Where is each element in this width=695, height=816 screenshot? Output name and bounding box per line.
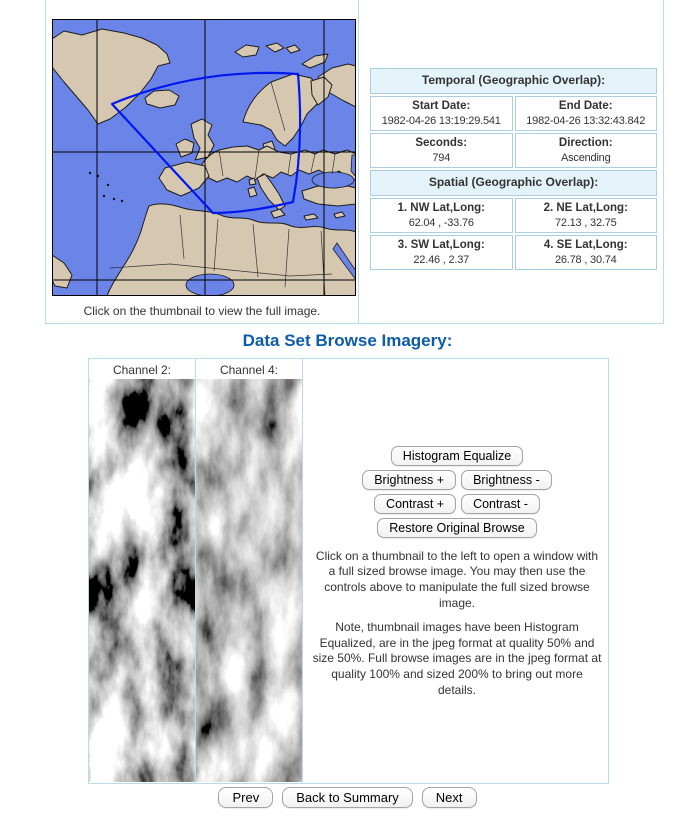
table-row [370, 96, 657, 131]
channel-4-thumbnail[interactable] [196, 379, 302, 782]
spatial-header: Spatial (Geographic Overlap): [370, 170, 657, 196]
histogram-equalize-button[interactable]: Histogram Equalize [391, 446, 523, 466]
se-value: 26.78 , 30.74 [554, 253, 617, 266]
start-date-label: Start Date: [412, 99, 471, 112]
nw-label: 1. NW Lat,Long: [397, 201, 485, 214]
metadata-zone [360, 0, 663, 323]
nw-corner-cell [370, 198, 513, 233]
channel-2-thumbnail[interactable] [89, 379, 195, 782]
sw-label: 3. SW Lat,Long: [397, 238, 485, 251]
table-row [370, 198, 657, 233]
brightness-minus-button[interactable]: Brightness - [461, 470, 552, 490]
ne-corner-cell [515, 198, 658, 233]
geo-overlap-panel [45, 0, 664, 324]
temporal-header: Temporal (Geographic Overlap): [370, 68, 657, 94]
restore-original-browse-button[interactable]: Restore Original Browse [377, 518, 536, 538]
coverage-map-thumbnail[interactable] [52, 19, 356, 296]
se-corner-cell [515, 235, 658, 270]
end-date-label: End Date: [558, 99, 613, 112]
end-date-value: 1982-04-26 13:32:43.842 [526, 114, 646, 127]
brightness-plus-button[interactable]: Brightness + [362, 470, 456, 490]
start-date-value: 1982-04-26 13:19:29.541 [381, 114, 501, 127]
next-button[interactable]: Next [422, 787, 477, 808]
sw-corner-cell [370, 235, 513, 270]
direction-label: Direction: [558, 136, 613, 149]
prev-button[interactable]: Prev [218, 787, 273, 808]
table-row [370, 235, 657, 270]
se-label: 4. SE Lat,Long: [543, 238, 628, 251]
pagination-nav [0, 787, 695, 808]
end-date-cell [515, 96, 658, 131]
channel-2-label: Channel 2: [112, 363, 172, 377]
direction-cell [515, 133, 658, 168]
coverage-map-image [52, 19, 356, 296]
channel-4-label: Channel 4: [219, 363, 279, 377]
browse-controls-panel [303, 359, 611, 783]
start-date-cell [370, 96, 513, 131]
seconds-value: 794 [432, 151, 451, 164]
map-zone [46, 0, 359, 323]
contrast-minus-button[interactable]: Contrast - [461, 494, 540, 514]
back-to-summary-button[interactable]: Back to Summary [282, 787, 413, 808]
nw-value: 62.04 , -33.76 [408, 216, 474, 229]
ne-label: 2. NE Lat,Long: [543, 201, 628, 214]
seconds-label: Seconds: [415, 136, 468, 149]
browse-instructions: Click on a thumbnail to the left to open a window with a full sized browse image. You may then use the controls above to manipulate the full sized browse image. [315, 548, 599, 610]
channel-4-column [196, 359, 303, 783]
contrast-plus-button[interactable]: Contrast + [374, 494, 456, 514]
browse-note: Note, thumbnail images have been Histogram Equalized, are in the jpeg format at quality 50% and size 50%. Full browse images are in the jpeg format at quality 100% and sized 200% to bring out more details. [312, 620, 602, 697]
channel-2-column [89, 359, 196, 783]
ne-value: 72.13 , 32.75 [554, 216, 617, 229]
direction-value: Ascending [560, 151, 611, 164]
page-title: Data Set Browse Imagery: [242, 331, 453, 350]
sw-value: 22.46 , 2.37 [413, 253, 470, 266]
seconds-cell [370, 133, 513, 168]
geo-overlap-table [368, 66, 659, 272]
table-row [370, 133, 657, 168]
browse-imagery-panel [88, 358, 609, 784]
map-caption: Click on the thumbnail to view the full image. [83, 304, 321, 318]
